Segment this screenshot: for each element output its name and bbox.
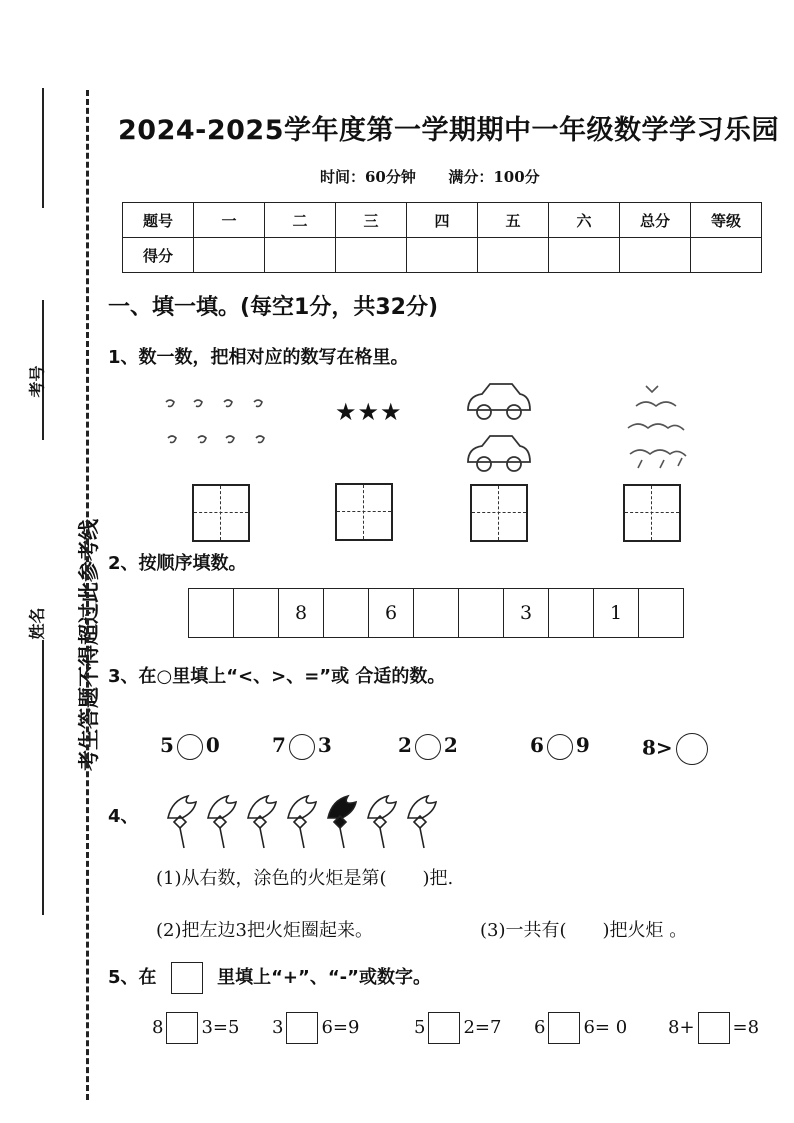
table-cell: 二	[265, 203, 336, 238]
sequence-cell[interactable]	[234, 589, 279, 638]
exam-info	[320, 166, 540, 187]
question-4-number: 4、	[108, 806, 139, 827]
table-row	[123, 203, 762, 238]
score-input-cell[interactable]	[549, 238, 620, 273]
score-input-cell[interactable]	[336, 238, 407, 273]
question-5-prompt-start: 5、在	[108, 967, 157, 988]
compare-item	[160, 733, 220, 760]
score-input-cell[interactable]	[194, 238, 265, 273]
answer-square[interactable]	[548, 1012, 580, 1044]
score-input-cell[interactable]	[407, 238, 478, 273]
sequence-cell[interactable]	[549, 589, 594, 638]
answer-grid-2[interactable]	[335, 483, 393, 541]
compare-left: 2	[398, 733, 412, 757]
equation-left: 3	[272, 1017, 284, 1038]
margin-line-top	[42, 88, 44, 208]
exam-full-score: 满分：100分	[448, 168, 540, 186]
equation-right: 2=7	[463, 1017, 502, 1038]
margin-warning-text: 考生答题不得超过此参考线	[77, 519, 101, 771]
example-square	[171, 962, 203, 994]
answer-square[interactable]	[166, 1012, 198, 1044]
margin-dashed-line	[86, 90, 89, 1100]
answer-grid-3[interactable]	[470, 484, 528, 542]
sequence-table	[188, 588, 684, 638]
question-4-part-3: (3)一共有( )把火炬 。	[480, 920, 688, 941]
equation-left: 5	[414, 1017, 426, 1038]
equation-right: 6= 0	[583, 1017, 628, 1038]
equation-left: 8+	[668, 1017, 695, 1038]
margin-line-low	[42, 640, 44, 915]
score-table	[122, 202, 762, 273]
equation-right: 6=9	[321, 1017, 360, 1038]
answer-circle[interactable]	[289, 734, 315, 760]
equation-item	[414, 1012, 501, 1044]
compare-left: 6	[530, 733, 544, 757]
compare-item	[530, 733, 590, 760]
equation-item	[534, 1012, 627, 1044]
equation-item	[272, 1012, 359, 1044]
answer-grid-1[interactable]	[192, 484, 250, 542]
equation-right: 3=5	[201, 1017, 240, 1038]
score-input-cell[interactable]	[265, 238, 336, 273]
compare-right: 0	[205, 733, 220, 757]
flowers-illustration	[616, 376, 696, 476]
apples-illustration	[160, 394, 275, 454]
table-cell: 四	[407, 203, 478, 238]
margin-number-label: 考号	[27, 365, 47, 398]
sequence-cell[interactable]	[639, 589, 684, 638]
sequence-cell: 6	[369, 589, 414, 638]
table-cell: 一	[194, 203, 265, 238]
equation-item	[668, 1012, 759, 1044]
compare-right: 3	[317, 733, 332, 757]
table-cell: 等级	[691, 203, 762, 238]
table-cell: 题号	[123, 203, 194, 238]
exam-time: 时间：60分钟	[320, 168, 416, 186]
table-cell: 总分	[620, 203, 691, 238]
answer-circle[interactable]	[415, 734, 441, 760]
table-row	[123, 238, 762, 273]
question-4-part-2: (2)把左边3把火炬圈起来。	[156, 920, 373, 941]
table-cell: 六	[549, 203, 620, 238]
question-5-prompt	[108, 962, 431, 994]
equation-right: =8	[732, 1017, 760, 1038]
compare-right: 9	[575, 733, 590, 757]
sequence-cell: 3	[504, 589, 549, 638]
sequence-cell[interactable]	[189, 589, 234, 638]
question-2-prompt: 2、按顺序填数。	[108, 553, 247, 574]
question-3-prompt: 3、在○里填上“<、>、=”或 合适的数。	[108, 666, 446, 687]
table-cell: 得分	[123, 238, 194, 273]
answer-square[interactable]	[286, 1012, 318, 1044]
table-cell: 三	[336, 203, 407, 238]
section-heading: 一、填一填。(每空1分，共32分)	[108, 295, 439, 320]
compare-left: 8>	[642, 735, 673, 760]
table-row	[189, 589, 684, 638]
question-4-part-1: (1)从右数，涂色的火炬是第( )把.	[156, 868, 454, 889]
equation-item	[152, 1012, 239, 1044]
sequence-cell[interactable]	[459, 589, 504, 638]
answer-circle[interactable]	[547, 734, 573, 760]
answer-circle[interactable]	[177, 734, 203, 760]
sequence-cell[interactable]	[324, 589, 369, 638]
sequence-cell[interactable]	[414, 589, 459, 638]
stars-illustration: ★★★	[335, 398, 403, 426]
sequence-cell: 8	[279, 589, 324, 638]
equation-left: 6	[534, 1017, 546, 1038]
compare-item	[272, 733, 332, 760]
score-input-cell[interactable]	[691, 238, 762, 273]
torches-illustration	[160, 788, 442, 852]
answer-square[interactable]	[698, 1012, 730, 1044]
answer-square[interactable]	[428, 1012, 460, 1044]
cars-illustration	[462, 378, 534, 478]
answer-grid-4[interactable]	[623, 484, 681, 542]
score-input-cell[interactable]	[478, 238, 549, 273]
compare-item	[642, 733, 711, 765]
table-cell: 五	[478, 203, 549, 238]
margin-name-label: 姓名	[27, 607, 47, 640]
compare-left: 5	[160, 733, 174, 757]
question-1-prompt: 1、数一数，把相对应的数写在格里。	[108, 347, 409, 368]
compare-left: 7	[272, 733, 286, 757]
exam-title: 2024-2025学年度第一学期期中一年级数学学习乐园	[118, 115, 779, 146]
compare-right: 2	[443, 733, 458, 757]
answer-circle[interactable]	[676, 733, 708, 765]
score-input-cell[interactable]	[620, 238, 691, 273]
question-5-prompt-end: 里填上“+”、“-”或数字。	[217, 967, 431, 988]
equation-left: 8	[152, 1017, 164, 1038]
sequence-cell: 1	[594, 589, 639, 638]
compare-item	[398, 733, 458, 760]
